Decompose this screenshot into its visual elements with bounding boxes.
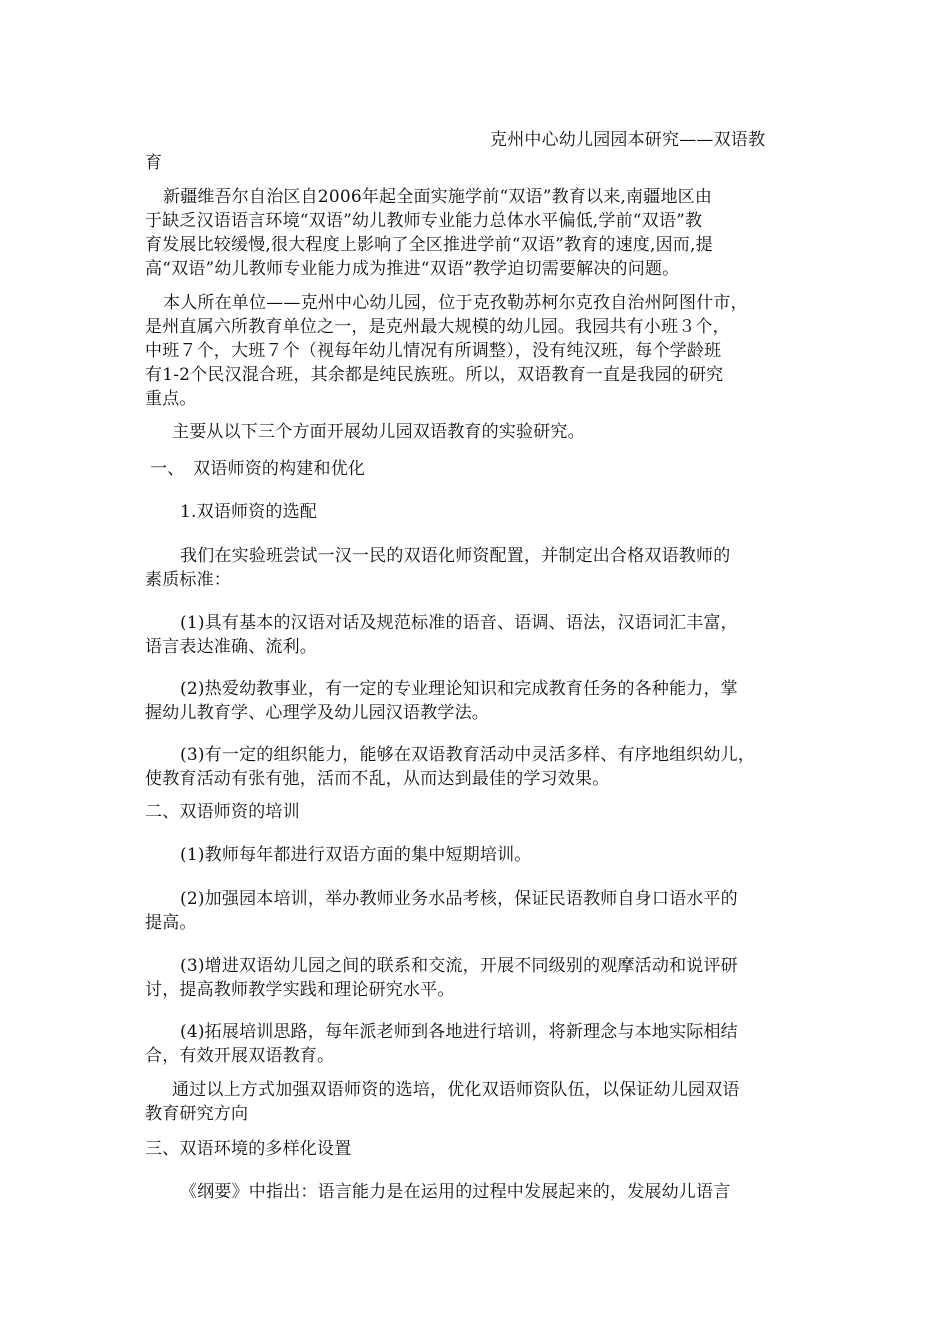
paragraph-line: 本人所在单位——克州中心幼儿园，位于克孜勒苏柯尔克孜自治州阿图什市，	[163, 293, 748, 313]
paragraph-line: (3)有一定的组织能力，能够在双语教育活动中灵活多样、有序地组织幼儿，	[180, 745, 756, 765]
paragraph-line: 育发展比较缓慢,很大程度上影响了全区推进学前“双语”教育的速度,因而,提	[145, 235, 713, 255]
paragraph-line: 握幼儿教育学、心理学及幼儿园汉语教学法。	[145, 703, 489, 723]
paragraph-line: (4)拓展培训思路，每年派老师到各地进行培训，将新理念与本地实际相结	[180, 1022, 738, 1042]
section-3-paragraph: 《纲要》中指出：语言能力是在运用的过程中发展起来的，发展幼儿语言	[180, 1182, 731, 1202]
subsection-1-heading: 1.双语师资的选配	[180, 502, 318, 522]
paragraph-line: 有1-2个民汉混合班，其余都是纯民族班。所以，双语教育一直是我园的研究	[145, 365, 724, 385]
section-2-heading: 二、双语师资的培训	[145, 802, 300, 822]
paragraph-line: 中班７个，大班７个（视每年幼儿情况有所调整），没有纯汉班，每个学龄班	[145, 341, 722, 361]
paragraph-line: 重点。	[145, 389, 197, 409]
paragraph-line: (3)增进双语幼儿园之间的联系和交流，开展不同级别的观摩活动和说评研	[180, 956, 738, 976]
training-item: (1)教师每年都进行双语方面的集中短期培训。	[180, 845, 532, 865]
document-title: 克州中心幼儿园园本研究——双语教	[490, 130, 766, 150]
section-1-heading: 一、 双语师资的构建和优化	[150, 459, 366, 479]
paragraph-line: 高“双语”幼儿教师专业能力成为推进“双语”教学迫切需要解决的问题。	[145, 259, 680, 279]
document-title-continued: 育	[145, 153, 163, 173]
paragraph-line: 新疆维吾尔自治区自2006年起全面实施学前“双语”教育以来,南疆地区由	[163, 187, 713, 207]
paragraph-line: 教育研究方向	[145, 1104, 249, 1124]
paragraph-line: 素质标准：	[145, 570, 231, 590]
paragraph-line: 于缺乏汉语语言环境“双语”幼儿教师专业能力总体水平偏低,学前“双语”教	[145, 211, 703, 231]
paragraph-line: (1)具有基本的汉语对话及规范标准的语音、语调、语法，汉语词汇丰富，	[180, 613, 738, 633]
paragraph-line: 语言表达准确、流利。	[145, 637, 317, 657]
main-aspects-line: 主要从以下三个方面开展幼儿园双语教育的实验研究。	[172, 422, 585, 442]
paragraph-line: 我们在实验班尝试一汉一民的双语化师资配置，并制定出合格双语教师的	[180, 546, 731, 566]
paragraph-line: (2)加强园本培训，举办教师业务水品考核，保证民语教师自身口语水平的	[180, 889, 738, 909]
paragraph-line: 使教育活动有张有弛，活而不乱，从而达到最佳的学习效果。	[145, 769, 610, 789]
section-3-heading: 三、双语环境的多样化设置	[145, 1139, 352, 1159]
paragraph-line: (2)热爱幼教事业，有一定的专业理论知识和完成教育任务的各种能力，掌	[180, 679, 738, 699]
paragraph-line: 通过以上方式加强双语师资的选培，优化双语师资队伍，以保证幼儿园双语	[172, 1080, 740, 1100]
paragraph-line: 合，有效开展双语教育。	[145, 1046, 335, 1066]
paragraph-line: 是州直属六所教育单位之一，是克州最大规模的幼儿园。我园共有小班３个，	[145, 317, 730, 337]
paragraph-line: 讨，提高教师教学实践和理论研究水平。	[145, 980, 455, 1000]
paragraph-line: 提高。	[145, 913, 197, 933]
